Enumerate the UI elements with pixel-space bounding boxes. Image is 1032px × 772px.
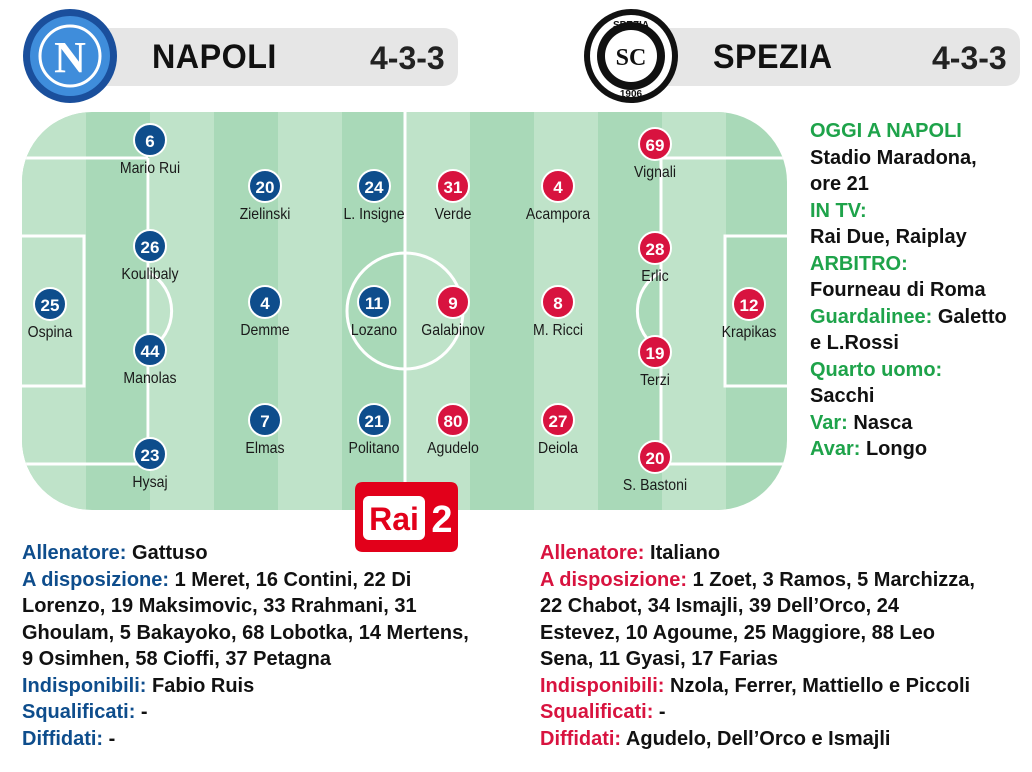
player-number: 7 <box>248 403 282 437</box>
avar-label: Avar: <box>810 438 861 460</box>
player-number: 27 <box>541 403 575 437</box>
fourth-official-value: Sacchi <box>810 385 875 407</box>
player-name: Politano <box>348 440 400 457</box>
linesmen-label: Guardalinee: <box>810 305 933 328</box>
away-bench-label: A disposizione: <box>540 568 688 591</box>
away-suspended: - <box>658 701 666 723</box>
player-name: M. Ricci <box>532 322 584 339</box>
rai-logo-channel: 2 <box>431 499 453 541</box>
away-player <box>398 169 508 224</box>
rai-logo-text: Rai <box>369 501 419 537</box>
player-name: Hysaj <box>132 474 168 491</box>
match-info <box>810 118 1030 463</box>
fourth-official-label: Quarto uomo: <box>810 358 943 381</box>
home-suspended: - <box>140 701 148 723</box>
away-coach-label: Allenatore: <box>540 542 645 564</box>
player-number: 11 <box>357 285 391 319</box>
player-name: Elmas <box>245 440 285 457</box>
home-bench-label: A disposizione: <box>22 568 170 591</box>
home-player <box>210 285 320 340</box>
away-player <box>398 403 508 458</box>
var-value: Nasca <box>853 411 913 434</box>
player-number: 21 <box>357 403 391 437</box>
player-number: 26 <box>133 229 167 263</box>
player-name: Deiola <box>538 440 578 457</box>
napoli-crest-letter: N <box>54 33 86 82</box>
away-warned: Agudelo, Dell’Orco e Ismajli <box>625 727 891 750</box>
away-player <box>503 169 613 224</box>
away-warned-label: Diffidati: <box>540 727 622 750</box>
player-number: 4 <box>541 169 575 203</box>
home-player <box>95 229 205 284</box>
var-label: Var: <box>810 411 848 434</box>
player-name: L. Insigne <box>343 206 405 223</box>
player-number: 69 <box>638 127 672 161</box>
player-name: Mario Rui <box>119 160 181 177</box>
player-name: Galabinov <box>421 322 485 339</box>
away-coach: Italiano <box>650 542 721 564</box>
home-warned-label: Diffidati: <box>22 727 104 750</box>
player-number: 31 <box>436 169 470 203</box>
home-bench-line: 1 Meret, 16 Contini, 22 Di <box>174 568 412 591</box>
player-name: Koulibaly <box>121 266 179 283</box>
player-name: Demme <box>240 322 290 339</box>
player-number: 20 <box>638 440 672 474</box>
home-details <box>22 540 522 752</box>
home-bench-line: Lorenzo, 19 Maksimovic, 33 Rrahmani, 31 <box>22 595 417 617</box>
venue-line2: ore 21 <box>810 173 869 195</box>
player-name: Erlic <box>641 268 669 285</box>
player-name: Verde <box>434 206 472 223</box>
home-coach-label: Allenatore: <box>22 542 127 564</box>
away-player <box>503 285 613 340</box>
player-number: 8 <box>541 285 575 319</box>
player-number: 28 <box>638 231 672 265</box>
spezia-crest-year: 1906 <box>619 89 643 100</box>
away-bench-line: 22 Chabot, 34 Ismajli, 39 Dell’Orco, 24 <box>540 595 900 617</box>
player-name: Zielinski <box>239 206 291 223</box>
player-number: 24 <box>357 169 391 203</box>
away-bench-line: Estevez, 10 Agoume, 25 Maggiore, 88 Leo <box>540 621 935 644</box>
player-name: Krapikas <box>721 324 777 341</box>
home-player <box>210 169 320 224</box>
player-name: Terzi <box>640 372 670 389</box>
home-team-name: NAPOLI <box>152 38 277 76</box>
player-number: 6 <box>133 123 167 157</box>
player-number: 23 <box>133 437 167 471</box>
away-unavailable: Nzola, Ferrer, Mattiello e Piccoli <box>670 674 971 697</box>
player-number: 9 <box>436 285 470 319</box>
away-unavailable-label: Indisponibili: <box>540 674 665 697</box>
home-unavailable-label: Indisponibili: <box>22 674 147 697</box>
away-team-name: SPEZIA <box>713 38 833 76</box>
player-number: 4 <box>248 285 282 319</box>
home-bench-line: 9 Osimhen, 58 Cioffi, 37 Petagna <box>22 648 331 670</box>
away-bench-line: 1 Zoet, 3 Ramos, 5 Marchizza, <box>692 568 975 591</box>
player-number: 80 <box>436 403 470 437</box>
player-number: 19 <box>638 335 672 369</box>
avar-value: Longo <box>865 438 928 460</box>
home-bench-line: Ghoulam, 5 Bakayoko, 68 Lobotka, 14 Mertens, <box>22 621 469 644</box>
away-bench-line: Sena, 11 Gyasi, 17 Farias <box>540 648 778 670</box>
home-unavailable: Fabio Ruis <box>152 674 255 697</box>
player-number: 25 <box>33 287 67 321</box>
home-player <box>95 437 205 492</box>
away-player <box>600 231 710 286</box>
away-player <box>600 440 710 495</box>
home-coach: Gattuso <box>132 542 208 564</box>
away-player <box>694 287 804 342</box>
away-player <box>600 127 710 182</box>
venue-label: OGGI A NAPOLI <box>810 120 962 142</box>
home-suspended-label: Squalificati: <box>22 701 136 723</box>
tv-value: Rai Due, Raiplay <box>810 226 967 248</box>
referee-label: ARBITRO: <box>810 252 908 275</box>
spezia-crest-icon <box>583 8 679 104</box>
player-name: Vignali <box>633 164 677 181</box>
player-name: Acampora <box>525 206 591 223</box>
player-number: 20 <box>248 169 282 203</box>
home-player <box>210 403 320 458</box>
away-player <box>503 403 613 458</box>
player-number: 44 <box>133 333 167 367</box>
away-suspended-label: Squalificati: <box>540 701 654 723</box>
pitch <box>22 112 787 510</box>
player-name: Agudelo <box>427 440 479 457</box>
referee-value: Fourneau di Roma <box>810 279 986 301</box>
napoli-crest-icon <box>22 8 118 104</box>
away-formation: 4-3-3 <box>932 40 1007 76</box>
away-player <box>398 285 508 340</box>
away-player <box>600 335 710 390</box>
venue-line1: Stadio Maradona, <box>810 146 977 169</box>
player-name: Lozano <box>350 322 398 339</box>
home-player <box>95 333 205 388</box>
player-name: Ospina <box>27 324 73 341</box>
player-name: S. Bastoni <box>622 477 688 494</box>
player-name: Manolas <box>123 370 177 387</box>
linesmen-value-2: e L.Rossi <box>810 332 899 354</box>
linesmen-value: Galetto <box>937 305 1007 328</box>
home-player <box>95 123 205 178</box>
home-warned: - <box>108 727 116 750</box>
away-details <box>540 540 1030 752</box>
spezia-crest-top: SPEZIA <box>612 20 650 31</box>
home-formation: 4-3-3 <box>370 40 445 76</box>
spezia-crest-mono: SC <box>615 45 647 71</box>
player-number: 12 <box>732 287 766 321</box>
home-player <box>0 287 105 342</box>
tv-label: IN TV: <box>810 199 867 222</box>
